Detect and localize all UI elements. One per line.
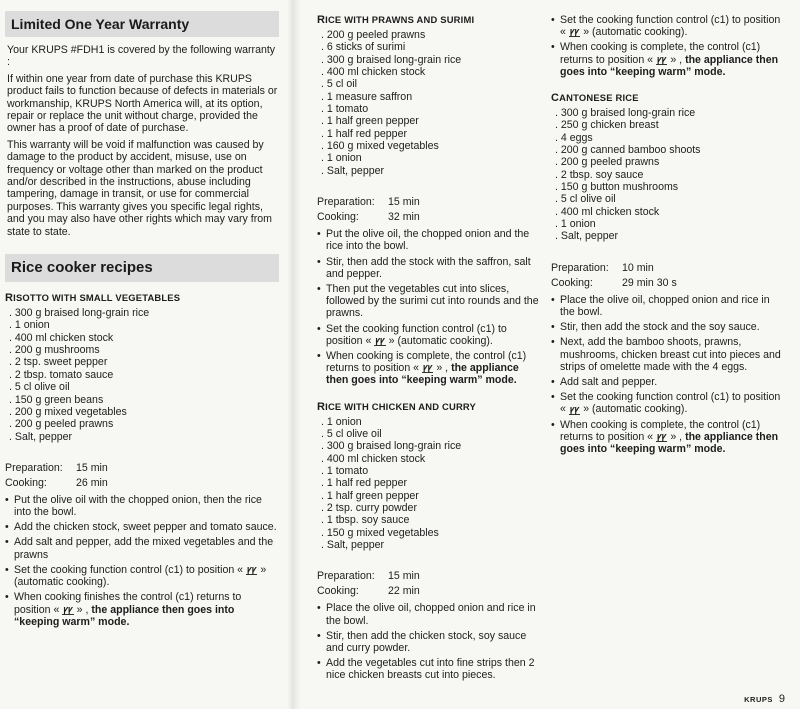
- ingredient: . 150 g button mushrooms: [555, 181, 781, 193]
- ingredient: . 200 g mushrooms: [9, 344, 279, 356]
- curry-step-list-continued: [551, 14, 781, 78]
- ingredient: . 1 measure saffron: [321, 91, 539, 103]
- ingredient: . 1 onion: [321, 416, 539, 428]
- right-column: [551, 0, 781, 458]
- ingredient: . 200 g canned bamboo shoots: [555, 144, 781, 156]
- step: • When cooking is complete, the control (c1) returns to position « ꝩꝩ » , the appliance then goes into “keeping warm” mode.: [551, 41, 781, 78]
- preparation-label: Preparation:: [317, 570, 375, 583]
- ingredient: . 2 tsp. sweet pepper: [9, 356, 279, 368]
- recipe-chicken-curry: [317, 401, 539, 682]
- warranty-intro: Your KRUPS #FDH1 is covered by the following warranty :: [7, 44, 276, 69]
- warranty-paragraph-2: This warranty will be void if malfunction was caused by damage to the product by accident, misuse, use on frequency or voltage other than marked on the product and/or described in the instructions, abuse including tampering, damage in transit, or use for commercial purposes. This warranty gives you specific legal rights, and you may also have other rights which may vary from state to state.: [7, 138, 272, 238]
- recipes-title: Rice cooker recipes: [5, 254, 279, 282]
- recipe-title: RICE WITH CHICKEN AND CURRY: [317, 400, 477, 413]
- ingredient: . Salt, pepper: [9, 431, 279, 443]
- recipe-risotto: [5, 292, 279, 628]
- ingredient: . 400 ml chicken stock: [555, 206, 781, 218]
- auto-cooking-icon: ꝩꝩ: [375, 334, 385, 345]
- recipe-times: [551, 261, 781, 291]
- step: • Then put the vegetables cut into slices, followed by the surimi cut into rounds and the prawns.: [317, 283, 539, 320]
- cooking-time: 22 min: [388, 585, 420, 598]
- preparation-time: 10 min: [622, 261, 654, 274]
- recipe-times: [5, 461, 279, 491]
- step-list: [5, 494, 279, 628]
- left-page-column: [5, 0, 279, 631]
- ingredient: . Salt, pepper: [321, 539, 539, 551]
- auto-cooking-icon: ꝩꝩ: [569, 26, 580, 37]
- ingredient: . 300 g braised long-grain rice: [555, 107, 781, 119]
- ingredient: . 2 tbsp. soy sauce: [555, 169, 781, 181]
- cooking-time: 26 min: [76, 476, 108, 489]
- ingredient: . 1 onion: [555, 218, 781, 230]
- step: • Stir, then add the chicken stock, soy sauce and curry powder.: [317, 630, 539, 654]
- recipe-cantonese: [551, 92, 781, 455]
- step: • Set the cooking function control (c1) to position « ꝩꝩ » (automatic cooking).: [317, 323, 539, 347]
- ingredient: . 1 half green pepper: [321, 490, 539, 502]
- auto-cooking-icon: ꝩꝩ: [569, 403, 580, 414]
- ingredient: . 160 g mixed vegetables: [321, 140, 539, 152]
- ingredient: . 1 tomato: [321, 465, 539, 477]
- preparation-label: Preparation:: [317, 196, 375, 209]
- ingredient: . 5 cl oil: [321, 78, 539, 90]
- ingredient: . 1 half green pepper: [321, 115, 539, 127]
- ingredient: . Salt, pepper: [555, 230, 781, 242]
- step: • When cooking is complete, the control (c1) returns to position « ꝩꝩ » , the appliance then goes into “keeping warm” mode.: [551, 419, 781, 456]
- preparation-time: 15 min: [388, 570, 420, 583]
- ingredient: . 400 ml chicken stock: [9, 332, 279, 344]
- step-list: [551, 294, 781, 455]
- step: • Set the cooking function control (c1) to position « ꝩꝩ » (automatic cooking).: [5, 564, 279, 588]
- step: • Add salt and pepper, add the mixed vegetables and the prawns: [5, 536, 279, 560]
- ingredient: . 5 cl olive oil: [9, 381, 279, 393]
- recipe-prawns: [317, 14, 539, 387]
- ingredient: . 200 g peeled prawns: [555, 156, 781, 168]
- ingredient: . 300 g braised long-grain rice: [9, 307, 279, 319]
- ingredient: . 150 g green beans: [9, 394, 279, 406]
- step: • Set the cooking function control (c1) to position « ꝩꝩ » (automatic cooking).: [551, 14, 781, 38]
- preparation-time: 15 min: [76, 461, 108, 474]
- ingredient: . 1 onion: [9, 319, 279, 331]
- page-gutter: [287, 0, 301, 709]
- recipe-title: RISOTTO WITH SMALL VEGETABLES: [5, 292, 181, 305]
- step-list: [317, 228, 539, 386]
- recipe-title: CANTONESE RICE: [551, 92, 639, 105]
- cooking-time: 32 min: [388, 211, 420, 224]
- ingredient: . 2 tsp. curry powder: [321, 502, 539, 514]
- keep-warm-icon: ꝩꝩ: [63, 603, 73, 614]
- ingredient: . 300 g braised long-grain rice: [321, 54, 539, 66]
- ingredient: . 1 tomato: [321, 103, 539, 115]
- recipe-times: [317, 569, 539, 599]
- ingredient-list: [551, 107, 781, 243]
- ingredient: . 300 g braised long-grain rice: [321, 440, 539, 452]
- ingredient-list: [5, 307, 279, 443]
- step: • Add salt and pepper.: [551, 376, 781, 388]
- step: • Add the chicken stock, sweet pepper and tomato sauce.: [5, 521, 279, 533]
- ingredient: . 150 g mixed vegetables: [321, 527, 539, 539]
- step: • Put the olive oil with the chopped onion, then the rice into the bowl.: [5, 494, 279, 518]
- ingredient: . 1 half red pepper: [321, 128, 539, 140]
- cooking-time: 29 min 30 s: [622, 276, 677, 289]
- ingredient: . 2 tbsp. tomato sauce: [9, 369, 279, 381]
- keep-warm-icon: ꝩꝩ: [423, 362, 433, 373]
- keep-warm-icon: ꝩꝩ: [657, 431, 667, 442]
- ingredient: . 5 cl olive oil: [321, 428, 539, 440]
- ingredient: . 6 sticks of surimi: [321, 41, 539, 53]
- step: • When cooking finishes the control (c1) returns to position « ꝩꝩ » , the appliance then goes into “keeping warm” mode.: [5, 591, 279, 628]
- step-list: [317, 602, 539, 681]
- step: • Add the vegetables cut into fine strips then 2 nice chicken breasts cut into pieces.: [317, 657, 539, 681]
- step: • When cooking is complete, the control (c1) returns to position « ꝩꝩ » , the appliance then goes into “keeping warm” mode.: [317, 350, 539, 387]
- ingredient: . Salt, pepper: [321, 165, 539, 177]
- ingredient: . 200 g peeled prawns: [9, 418, 279, 430]
- brand-name: KRUPS: [744, 695, 773, 704]
- preparation-time: 15 min: [388, 196, 420, 209]
- keep-warm-icon: ꝩꝩ: [657, 53, 667, 64]
- recipe-title: RICE WITH PRAWNS AND SURIMI: [317, 14, 475, 26]
- step: • Place the olive oil, chopped onion and rice in the bowl.: [551, 294, 781, 318]
- step: • Stir, then add the stock with the saffron, salt and pepper.: [317, 256, 539, 280]
- warranty-title: Limited One Year Warranty: [5, 11, 279, 37]
- ingredient: . 4 eggs: [555, 132, 781, 144]
- step: • Next, add the bamboo shoots, prawns, mushrooms, chicken breast cut into pieces and strips of omelette made with the 4 eggs.: [551, 336, 781, 373]
- ingredient: . 400 ml chicken stock: [321, 453, 539, 465]
- ingredient-list: [317, 416, 539, 552]
- ingredient: . 200 g peeled prawns: [321, 29, 539, 41]
- step: • Place the olive oil, chopped onion and rice in the bowl.: [317, 602, 539, 626]
- warranty-paragraph-1: If within one year from date of purchase this KRUPS product fails to function because of defects in materials or workmanship, KRUPS North America will, at its option, repair or replace the unit without charge, provided the owner has a proof of date of purchase.: [7, 72, 278, 135]
- page-footer: [744, 693, 785, 705]
- cooking-label: Cooking:: [317, 585, 359, 598]
- cooking-label: Cooking:: [317, 211, 359, 224]
- step: • Stir, then add the stock and the soy sauce.: [551, 321, 781, 333]
- cooking-label: Cooking:: [5, 476, 47, 489]
- preparation-label: Preparation:: [5, 461, 63, 474]
- preparation-label: Preparation:: [551, 261, 609, 274]
- middle-column: [317, 0, 539, 685]
- recipe-times: [317, 195, 539, 225]
- cooking-label: Cooking:: [551, 276, 593, 289]
- ingredient: . 1 half red pepper: [321, 477, 539, 489]
- page-number: 9: [778, 693, 785, 705]
- ingredient: . 1 onion: [321, 152, 539, 164]
- ingredient: . 200 g mixed vegetables: [9, 406, 279, 418]
- ingredient: . 400 ml chicken stock: [321, 66, 539, 78]
- step: • Set the cooking function control (c1) to position « ꝩꝩ » (automatic cooking).: [551, 391, 781, 415]
- ingredient: . 250 g chicken breast: [555, 119, 781, 131]
- auto-cooking-icon: ꝩꝩ: [247, 564, 257, 575]
- ingredient: . 1 tbsp. soy sauce: [321, 514, 539, 526]
- ingredient-list: [317, 29, 539, 177]
- step: • Put the olive oil, the chopped onion and the rice into the bowl.: [317, 228, 539, 252]
- ingredient: . 5 cl olive oil: [555, 193, 781, 205]
